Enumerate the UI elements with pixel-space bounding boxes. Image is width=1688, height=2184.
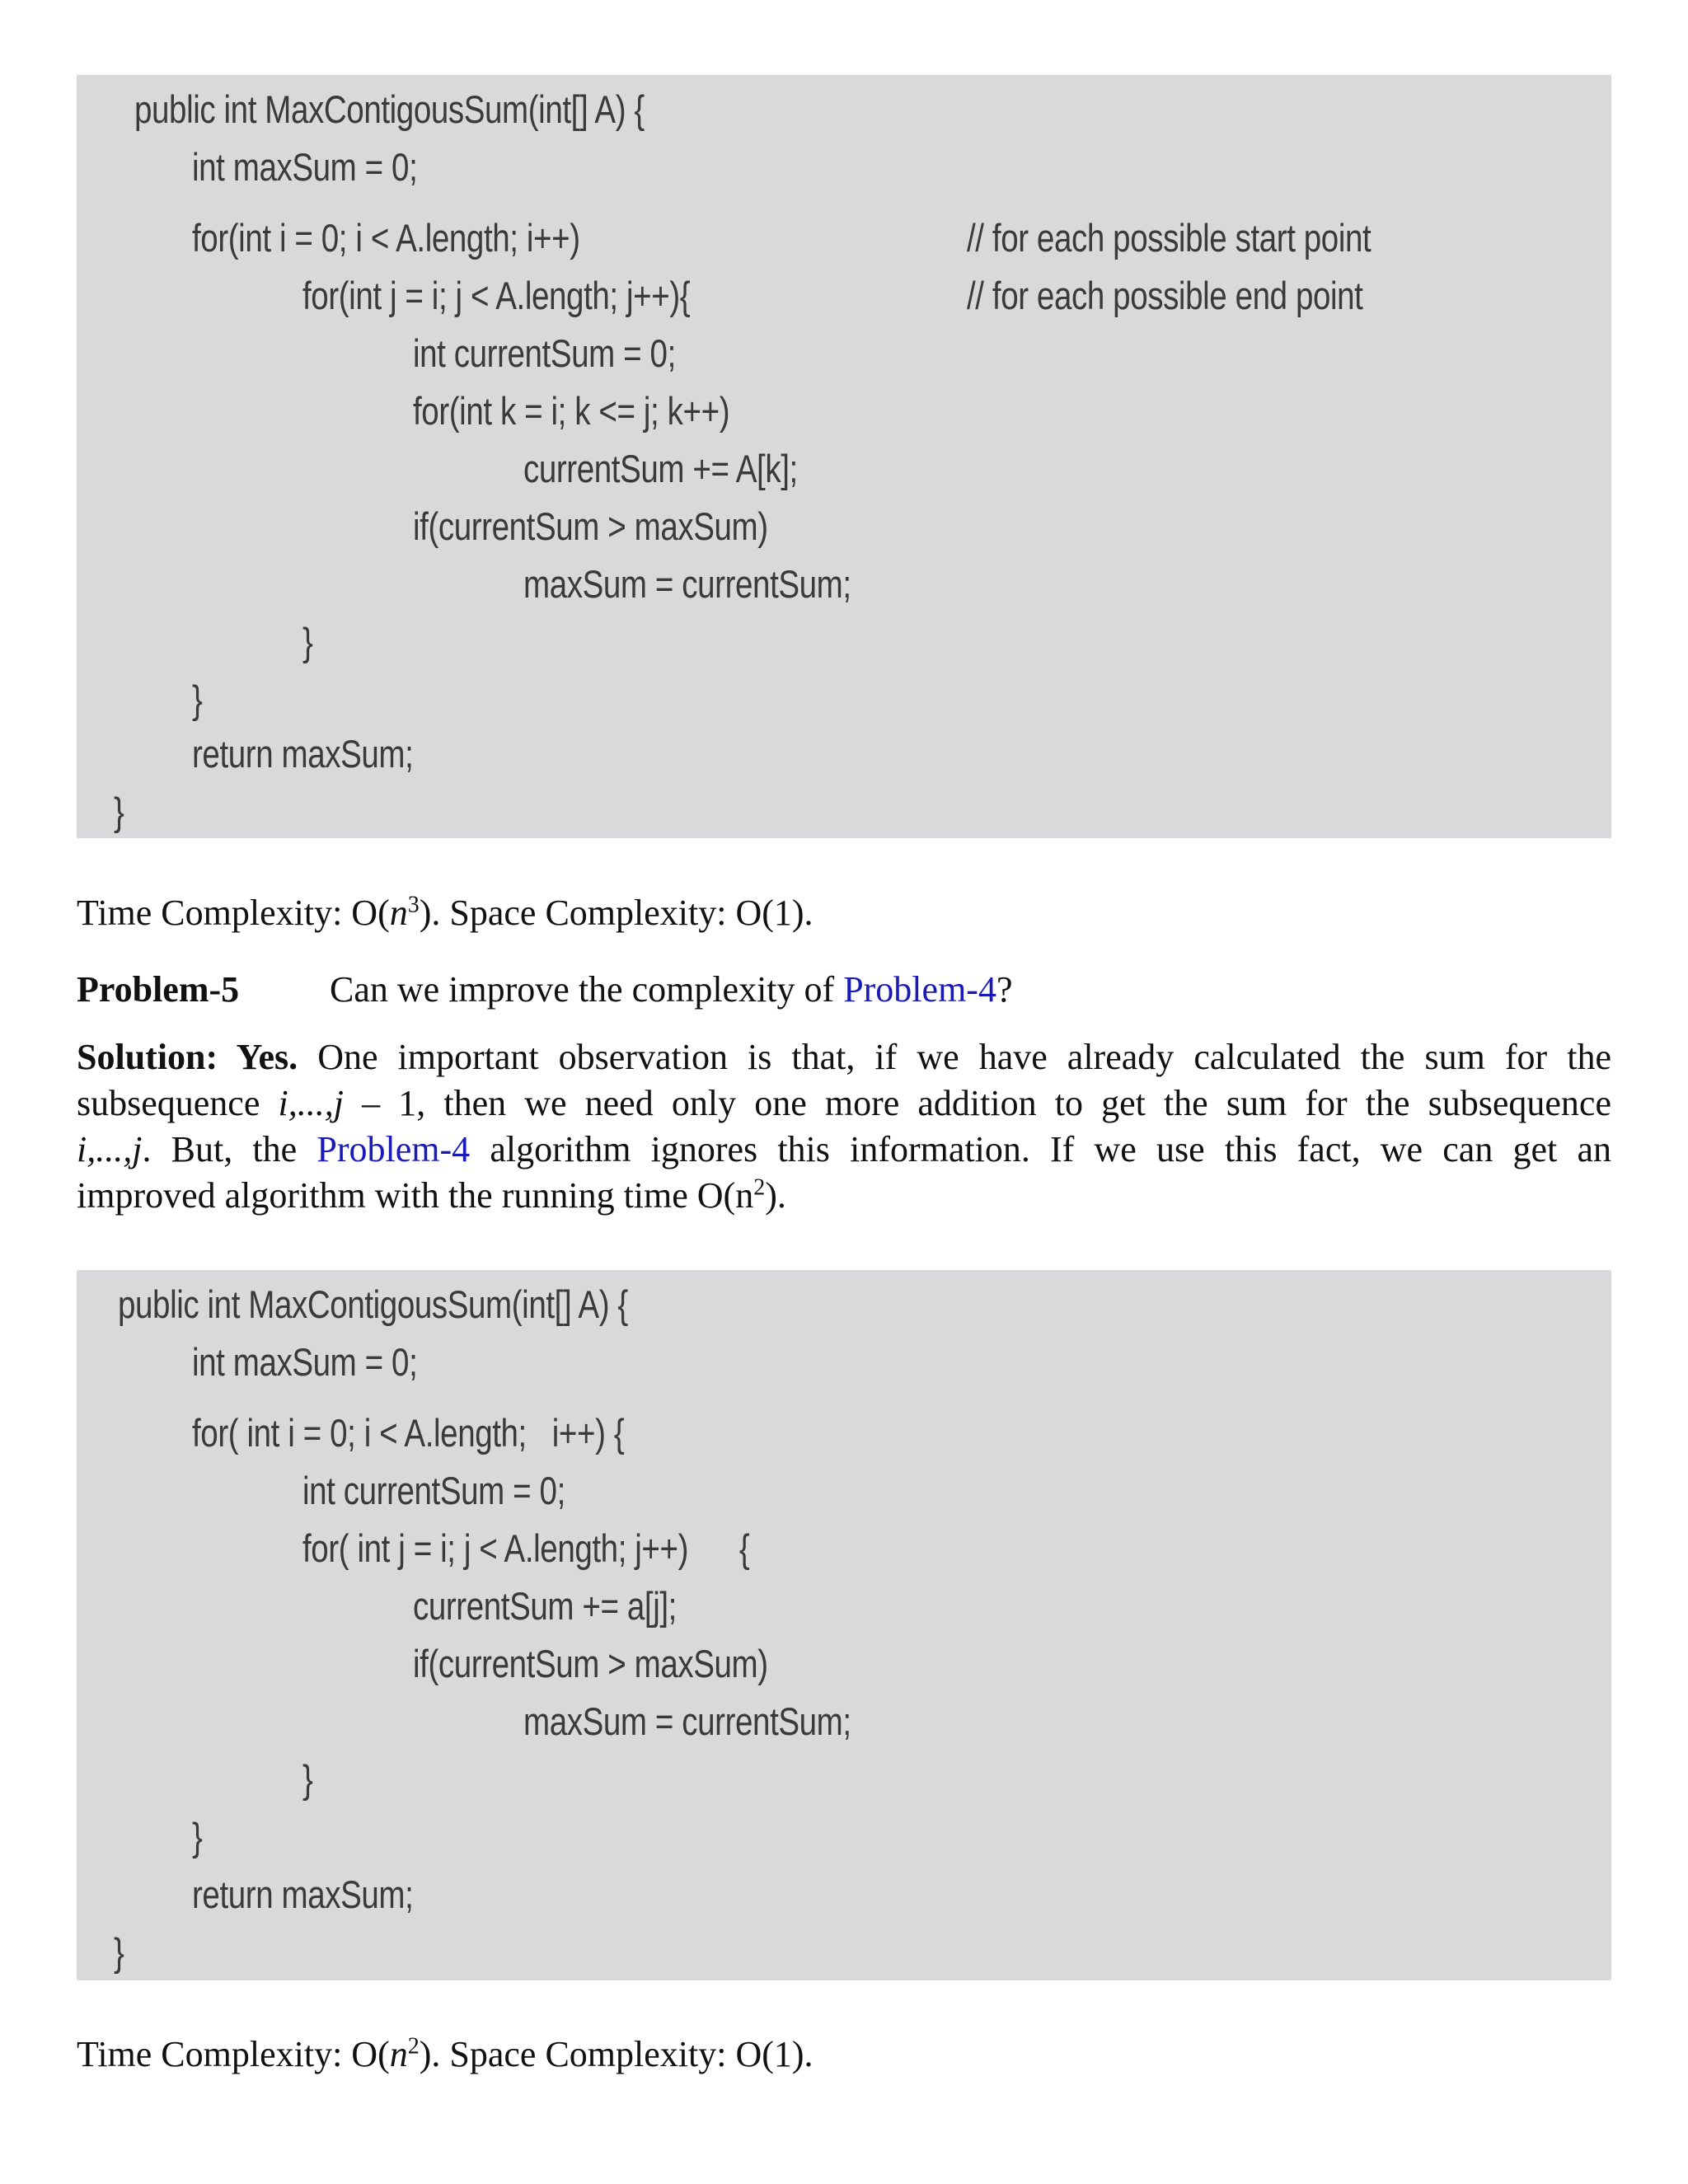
code-comment: // for each possible end point (967, 274, 1363, 317)
solution-text: algorithm ignores this information. If we use this fact, we can get an (470, 1129, 1611, 1169)
problem-statement (77, 967, 1611, 1013)
code-line: for(int j = i; j < A.length; j++){ (302, 274, 691, 317)
solution-line (77, 1080, 1611, 1127)
solution-line (77, 1034, 1611, 1080)
code-line: for( int i = 0; i < A.length; i++) { (192, 1411, 625, 1455)
solution-var: i,...,j (77, 1129, 143, 1169)
solution-label: Solution: Yes. (77, 1037, 298, 1077)
code-line: currentSum += a[j]; (413, 1584, 677, 1628)
code-comment: // for each possible start point (967, 216, 1372, 260)
complexity-prefix: Time Complexity: O( (77, 893, 390, 933)
code-line: public int MaxContigousSum(int[] A) { (118, 1282, 628, 1326)
complexity-var: n (389, 2034, 408, 2074)
code-line: for(int k = i; k <= j; k++) (413, 389, 730, 433)
problem-4-link[interactable]: Problem-4 (843, 969, 996, 1010)
solution-text: improved algorithm with the running time O(n (77, 1175, 754, 1216)
code-block-quadratic (77, 1270, 1611, 1980)
code-line: } (192, 1815, 203, 1858)
complexity-suffix: ). Space Complexity: O(1). (419, 893, 814, 933)
code-line: return maxSum; (192, 732, 414, 776)
solution-var: i,...,j (278, 1083, 344, 1123)
code-line: int currentSum = 0; (413, 331, 676, 375)
complexity-exponent: 3 (407, 892, 420, 918)
code-line: } (302, 1757, 313, 1801)
problem-text: Can we improve the complexity of (330, 969, 844, 1010)
complexity-statement (77, 2032, 1611, 2078)
code-line: int currentSum = 0; (302, 1469, 565, 1512)
complexity-statement (77, 890, 1611, 936)
code-line: int maxSum = 0; (192, 1340, 418, 1384)
code-line: maxSum = currentSum; (523, 1699, 851, 1743)
solution-text: subsequence (77, 1083, 279, 1123)
code-line: for( int j = i; j < A.length; j++) { (302, 1526, 750, 1570)
solution-line (77, 1173, 1611, 1219)
solution-text: ). (765, 1175, 786, 1216)
code-line: if(currentSum > maxSum) (413, 1642, 768, 1685)
code-line: if(currentSum > maxSum) (413, 504, 768, 548)
solution-text: One important observation is that, if we have already calculated the sum for the (298, 1037, 1611, 1077)
code-line: int maxSum = 0; (192, 145, 418, 189)
code-line: } (192, 677, 203, 721)
complexity-exponent: 2 (407, 2033, 420, 2060)
solution-paragraph (77, 1034, 1611, 1219)
code-line: maxSum = currentSum; (523, 562, 851, 606)
code-line: for(int i = 0; i < A.length; i++) (192, 216, 580, 260)
problem-4-link[interactable]: Problem-4 (316, 1129, 471, 1169)
code-line: public int MaxContigousSum(int[] A) { (134, 87, 645, 131)
problem-label: Problem-5 (77, 969, 240, 1010)
complexity-prefix: Time Complexity: O( (77, 2034, 390, 2074)
code-line: } (302, 620, 313, 663)
code-line: return maxSum; (192, 1872, 414, 1916)
code-line: } (114, 790, 124, 833)
code-block-cubic (77, 75, 1611, 838)
complexity-var: n (389, 893, 408, 933)
solution-exponent: 2 (753, 1174, 766, 1201)
solution-text: . But, the (142, 1129, 317, 1169)
complexity-suffix: ). Space Complexity: O(1). (419, 2034, 814, 2074)
problem-text-end: ? (996, 969, 1013, 1010)
code-line: } (114, 1930, 124, 1974)
code-line: currentSum += A[k]; (523, 447, 798, 490)
solution-text: – 1, then we need only one more addition to get the sum for the subsequence (343, 1083, 1611, 1123)
solution-line (77, 1127, 1611, 1173)
